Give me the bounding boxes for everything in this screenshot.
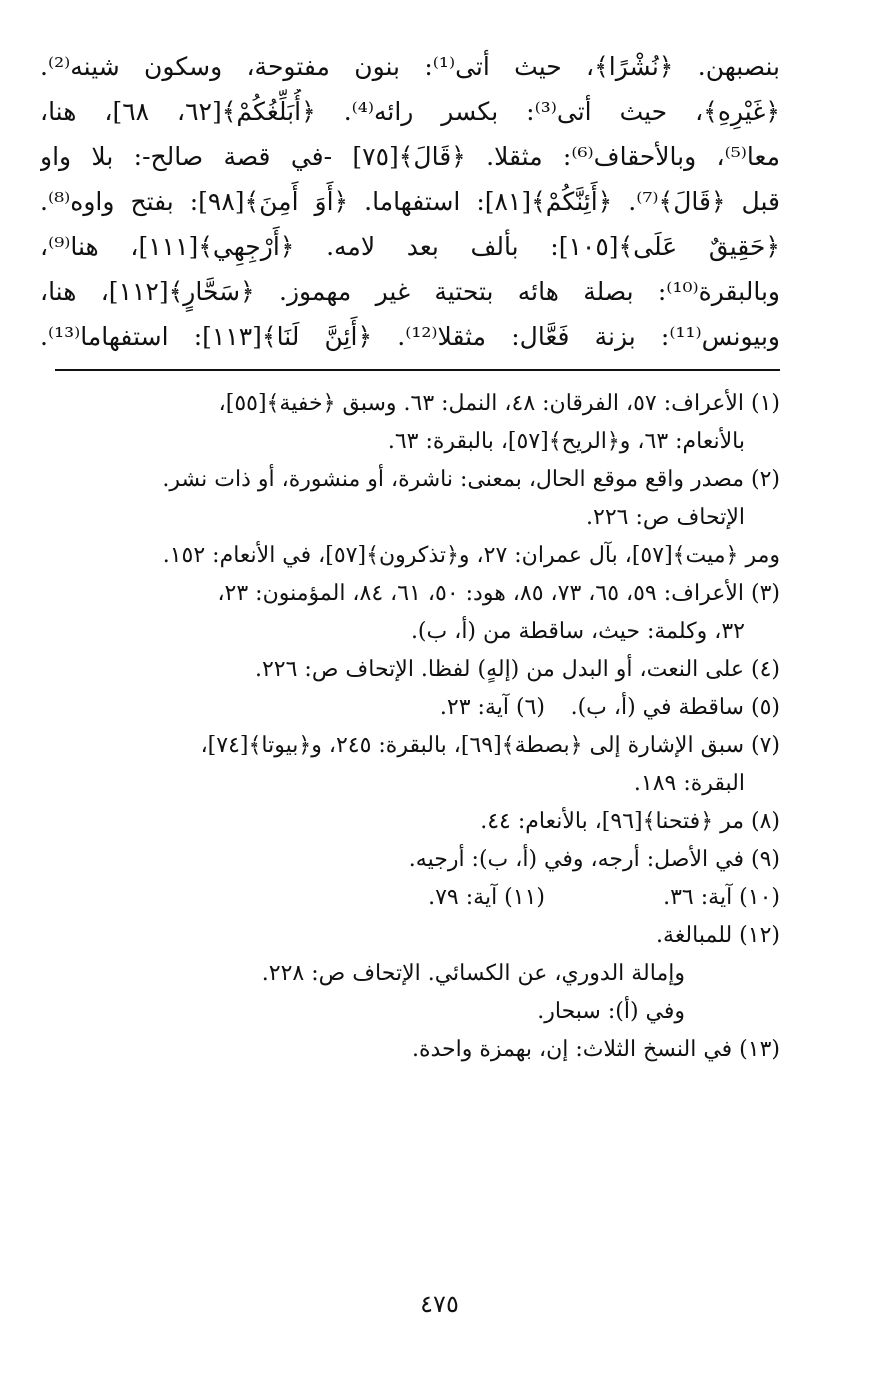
footnote-7: (٧) سبق الإشارة إلى ﴿بصطة﴾[٦٩]، بالبقرة: ٢٤٥، و﴿بيوتا﴾[٧٤]، [200, 733, 780, 758]
page-body [40, 44, 780, 1069]
main-text [40, 44, 780, 359]
footnote-9: (٩) في الأصل: أرجه، وفي (أ، ب): أرجيه. [408, 847, 780, 872]
footnote-12-cont: وفي (أ): سبحار. [537, 999, 685, 1024]
main-line: ﴿غَيْرِهِ﴾، حيث أتى⁽³⁾: بكسر رائه⁽⁴⁾. ﴿أُبَلِّغُكُمْ﴾[٦٢، ٦٨]، هنا، [40, 97, 780, 126]
footnote-3-cont: ٣٢، وكلمة: حيث، ساقطة من (أ، ب). [410, 619, 745, 644]
footnote-row-5-6 [40, 689, 780, 727]
footnote-10: (١٠) آية: ٣٦. [663, 885, 780, 910]
footnote-separator [55, 369, 780, 371]
footnote-13: (١٣) في النسخ الثلاث: إن، بهمزة واحدة. [411, 1037, 780, 1062]
main-line: ﴿حَقِيقٌ عَلَى﴾[١٠٥]: بألف بعد لامه. ﴿أَرْجِهِي﴾[١١١]، هنا⁽⁹⁾، [40, 232, 780, 261]
footnotes [40, 385, 780, 1069]
footnote-4: (٤) على النعت، أو البدل من (إلهٍ) لفظا. الإتحاف ص: ٢٢٦. [254, 657, 780, 682]
page-number: ٤٧٥ [420, 1290, 459, 1318]
footnote-2-extra: ومر ﴿ميت﴾[٥٧]، بآل عمران: ٢٧، و﴿تذكرون﴾[٥٧]، في الأنعام: ١٥٢. [162, 543, 780, 568]
footnote-2-cont: الإتحاف ص: ٢٢٦. [586, 505, 745, 530]
main-line: بنصبهن. ﴿نُشْرًا﴾، حيث أتى⁽¹⁾: بنون مفتوحة، وسكون شينه⁽²⁾. [40, 52, 780, 81]
main-line: وبالبقرة⁽¹⁰⁾: بصلة هائه بتحتية غير مهموز. ﴿سَحَّارٍ﴾[١١٢]، هنا، [40, 277, 780, 306]
footnote-8: (٨) مر ﴿فتحنا﴾[٩٦]، بالأنعام: ٤٤. [480, 809, 780, 834]
main-line: وبيونس⁽¹¹⁾: بزنة فَعَّال: مثقلا⁽¹²⁾. ﴿أَئِنَّ لَنَا﴾[١١٣]: استفهاما⁽¹³⁾. [40, 322, 780, 351]
footnote-11: (١١) آية: ٧٩. [428, 885, 545, 910]
footnote-1: (١) الأعراف: ٥٧، الفرقان: ٤٨، النمل: ٦٣. وسبق ﴿خفية﴾[٥٥]، [218, 391, 780, 416]
footnote-row-10-11 [40, 879, 780, 917]
main-line: قبل ﴿قَالَ﴾⁽⁷⁾. ﴿أَئِنَّكُمْ﴾[٨١]: استفهاما. ﴿أَوَ أَمِنَ﴾[٩٨]: بفتح واوه⁽⁸⁾. [40, 187, 780, 216]
footnote-12: (١٢) للمبالغة. [656, 923, 780, 948]
footnote-1-cont: بالأنعام: ٦٣، و﴿الريح﴾[٥٧]، بالبقرة: ٦٣. [387, 429, 745, 454]
footnote-6: (٦) آية: ٢٣. [439, 695, 545, 720]
footnote-2: (٢) مصدر واقع موقع الحال، بمعنى: ناشرة، أو منشورة، أو ذات نشر. [162, 467, 780, 492]
main-line: معا⁽⁵⁾، وبالأحقاف⁽⁶⁾: مثقلا. ﴿قَالَ﴾[٧٥] -في قصة صالح-: بلا واو [40, 142, 780, 171]
footnote-7-cont: البقرة: ١٨٩. [633, 771, 745, 796]
footnote-3: (٣) الأعراف: ٥٩، ٦٥، ٧٣، ٨٥، هود: ٥٠، ٦١، ٨٤، المؤمنون: ٢٣، [217, 581, 780, 606]
footnote-5: (٥) ساقطة في (أ، ب). [570, 695, 780, 720]
footnote-12-cont: وإمالة الدوري، عن الكسائي. الإتحاف ص: ٢٢٨. [261, 961, 685, 986]
